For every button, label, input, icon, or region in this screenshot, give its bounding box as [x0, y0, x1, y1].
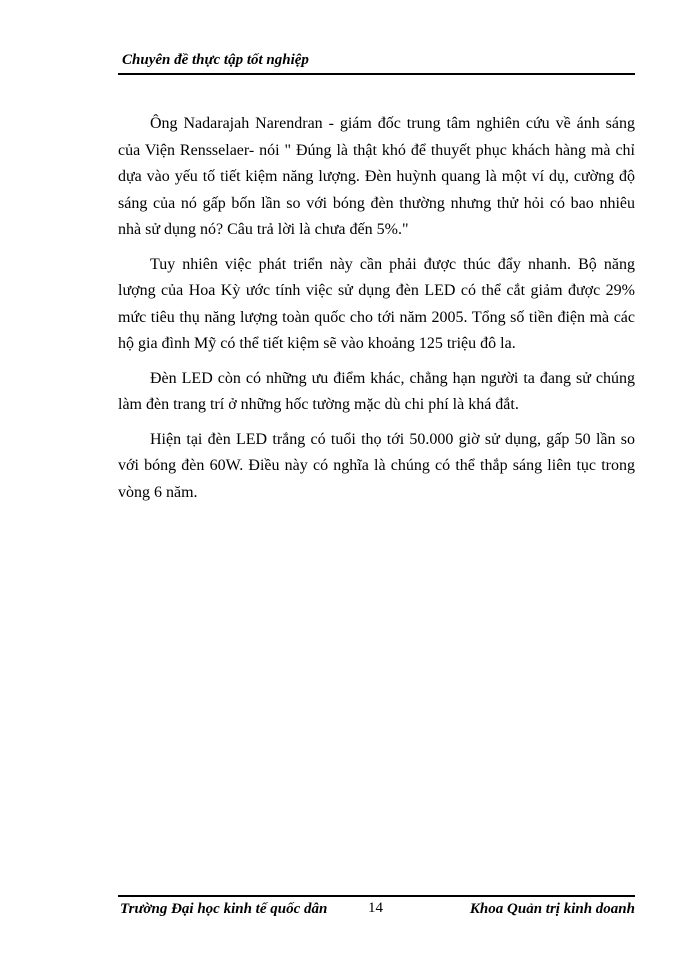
paragraph: Ông Nadarajah Narendran - giám đốc trung tâm nghiên cứu về ánh sáng của Viện Rensselaer- nói " Đúng là thật khó để thuyết phục khách hàng mà chỉ dựa vào yếu tố tiết kiệm năng lượng. Đèn huỳnh quang là một ví dụ, cường độ sáng của nó gấp bốn lần so với bóng đèn thường nhưng thử hỏi có bao nhiêu nhà sử dụng nó? Câu trả lời là chưa đến 5%." [118, 115, 635, 238]
page-number: 14 [368, 900, 383, 916]
page-header [118, 52, 635, 74]
paragraph: Đèn LED còn có những ưu điểm khác, chẳng hạn người ta đang sử chúng làm đèn trang trí ở những hốc tường mặc dù chi phí là khá đắt. [118, 369, 635, 413]
paragraph: Hiện tại đèn LED trắng có tuổi thọ tới 50.000 giờ sử dụng, gấp 50 lần so với bóng đèn 60W. Điều này có nghĩa là chúng có thể thắp sáng liên tục trong vòng 6 năm. [118, 430, 635, 501]
header-rule [118, 73, 635, 75]
footer-faculty: Khoa Quản trị kinh doanh [469, 901, 635, 917]
page-footer [118, 895, 635, 925]
footer-rule [118, 895, 635, 897]
paragraph: Tuy nhiên việc phát triển này cần phải được thúc đẩy nhanh. Bộ năng lượng của Hoa Kỳ ước tính việc sử dụng đèn LED có thể cắt giảm được 29% mức tiêu thụ năng lượng toàn quốc cho tới năm 2005. Tổng số tiền điện mà các hộ gia đình Mỹ có thể tiết kiệm sẽ vào khoảng 125 triệu đô la. [118, 255, 635, 352]
header-title: Chuyên đề thực tập tốt nghiệp [122, 52, 309, 68]
document-body [118, 111, 635, 514]
footer-university: Trường Đại học kinh tế quốc dân [120, 901, 328, 917]
